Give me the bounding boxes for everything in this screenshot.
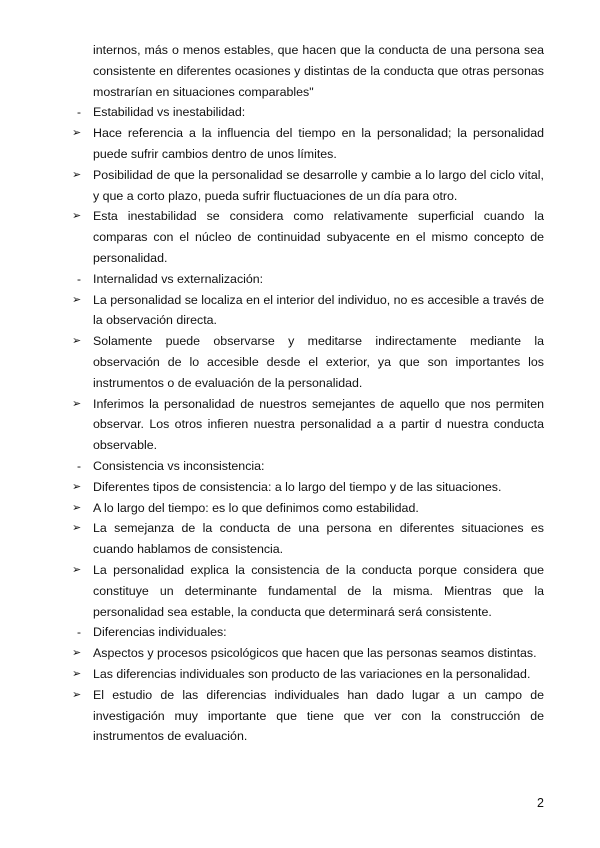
arrow-bullet-icon: ➢ [72,293,82,306]
arrow-bullet-icon: ➢ [72,522,82,535]
list-item-text: Inferimos la personalidad de nuestros semejantes de aquello que nos permiten observar. Los otros infieren nuestra personalidad a a partir d nuestra conducta observable. [93,396,544,453]
dash-marker: - [77,625,81,640]
list-item [72,206,544,268]
list-item [72,518,544,560]
list-item-text: Internalidad vs externalización: [93,271,264,286]
list-item-text: Consistencia vs inconsistencia: [93,458,265,473]
arrow-bullet-icon: ➢ [72,210,82,223]
list-item-text: Las diferencias individuales son producto de las variaciones en la personalidad. [93,666,531,681]
arrow-bullet-icon: ➢ [72,647,82,660]
list-item [72,477,544,498]
list-item-text: A lo largo del tiempo: es lo que definimos como estabilidad. [93,500,419,515]
list-item [72,643,544,664]
list-item-text: La personalidad se localiza en el interior del individuo, no es accesible a través de la observación directa. [93,292,544,328]
list-item [72,102,544,123]
list-item-text: Esta inestabilidad se considera como relativamente superficial cuando la comparas con el núcleo de continuidad subyacente en el mismo concepto de personalidad. [93,209,544,265]
list-item [72,290,544,332]
list-item [72,622,544,643]
list-item-text: Posibilidad de que la personalidad se desarrolle y cambie a lo largo del ciclo vital, y que a corto plazo, pueda sufrir fluctuaciones de un día para otro. [93,167,544,203]
list-item [72,498,544,519]
list-item-text: Estabilidad vs inestabilidad: [93,105,246,120]
arrow-bullet-icon: ➢ [72,127,82,140]
bullet-list [72,102,544,747]
list-item-text: Aspectos y procesos psicológicos que hacen que las personas seamos distintas. [93,646,537,661]
list-item [72,165,544,207]
dash-marker: - [77,105,81,120]
list-item [72,394,544,456]
arrow-bullet-icon: ➢ [72,501,82,514]
list-item [72,456,544,477]
dash-marker: - [77,271,81,286]
arrow-bullet-icon: ➢ [72,688,82,701]
list-item [72,685,544,747]
list-item-text: Hace referencia a la influencia del tiempo en la personalidad; la personalidad puede sufrir cambios dentro de unos límites. [93,126,544,161]
intro-text: internos, más o menos estables, que hacen que la conducta de una persona sea consistente en diferentes ocasiones y distintas de la conducta que otras personas mostrarían en situaciones comparables" [93,43,544,99]
page-number: 2 [537,796,544,810]
list-item-text: Diferentes tipos de consistencia: a lo largo del tiempo y de las situaciones. [93,479,502,494]
list-item [72,560,544,622]
arrow-bullet-icon: ➢ [72,563,82,576]
list-item [72,664,544,685]
list-item-text: La semejanza de la conducta de una persona en diferentes situaciones es cuando hablamos de consistencia. [93,521,544,557]
list-item-text: La personalidad explica la consistencia de la conducta porque considera que constituye un determinante fundamental de la misma. Mientras que la personalidad sea estable, la conducta que determinará será consistente. [93,562,544,619]
list-item-text: El estudio de las diferencias individuales han dado lugar a un campo de investigación muy importante que tiene que ver con la construcción de instrumentos de evaluación. [93,687,544,744]
list-item [72,269,544,290]
list-item [72,331,544,393]
dash-marker: - [77,458,81,473]
arrow-bullet-icon: ➢ [72,667,82,680]
arrow-bullet-icon: ➢ [72,335,82,348]
document-page [72,40,544,747]
intro-paragraph [72,40,544,102]
arrow-bullet-icon: ➢ [72,397,82,410]
list-item-text: Diferencias individuales: [93,625,227,640]
list-item [72,123,544,165]
list-item-text: Solamente puede observarse y meditarse indirectamente mediante la observación de lo accesible desde el exterior, ya que son importantes los instrumentos o de evaluación de la personalidad. [93,334,544,390]
arrow-bullet-icon: ➢ [72,480,82,493]
arrow-bullet-icon: ➢ [72,168,82,181]
